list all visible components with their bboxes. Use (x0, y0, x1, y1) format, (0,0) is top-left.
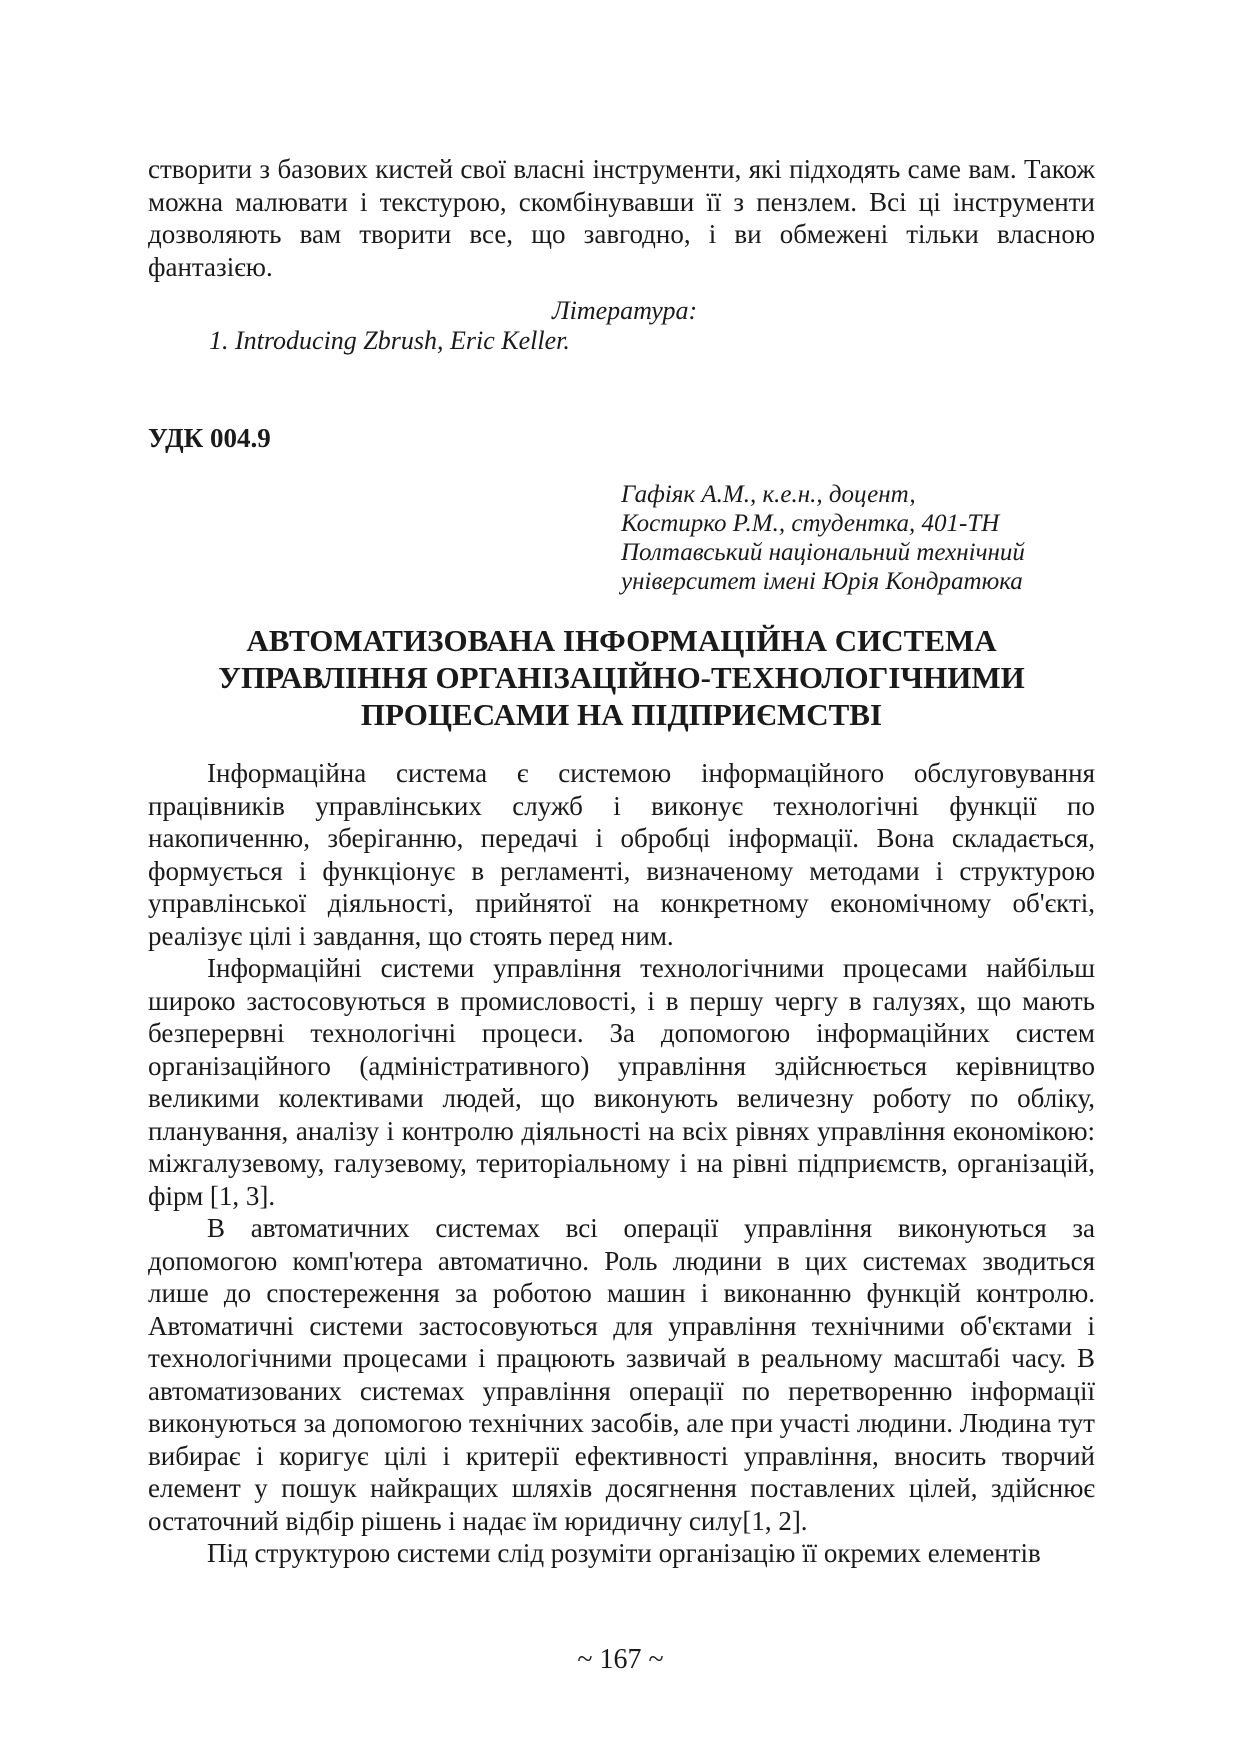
intro-paragraph-block (148, 153, 1095, 283)
body-paragraph: Інформаційні системи управління технологічними процесами найбільш широко застосовуються в промисловості, і в першу чергу в галузях, що мають безперервні технологічні процеси. За допомогою інформаційних систем організаційного (адміністративного) управління здійснюється керівництво великими колективами людей, що виконують величезну роботу по обліку, планування, аналізу і контролю діяльності на всіх рівнях управління економікою: міжгалузевому, галузевому, територіальному і на рівні підприємств, організацій, фірм [1, 3]. (148, 953, 1095, 1211)
article-title (148, 622, 1095, 733)
affiliation-line: Полтавський національний технічний (621, 539, 1025, 566)
intro-paragraph: створити з базових кистей свої власні інструменти, які підходять саме вам. Також можна малювати і текстурою, скомбінувавши її з пензлем. Всі ці інструменти дозволяють вам творити все, що завгодно, і ви обмежені тільки власною фантазією. (148, 154, 1095, 282)
title-line: АВТОМАТИЗОВАНА ІНФОРМАЦІЙНА СИСТЕМА (246, 623, 997, 658)
author-block (621, 480, 1101, 596)
body-paragraph: В автоматичних системах всі операції управління виконуються за допомогою комп'ютера автоматично. Роль людини в цих системах зводиться лише до спостереження за роботою машин і виконанню функцій контролю. Автоматичні системи застосовуються для управління технічними об'єктами і технологічними процесами і працюють зазвичай в реальному масштабі часу. В автоматизованих системах управління операції по перетворенню інформації виконуються за допомогою технічних засобів, але при участі людини. Людина тут вибирає і коригує цілі і критерії ефективності управління, вносить творчий елемент у пошук найкращих шляхів досягнення поставлених цілей, здійснює остаточний відбір рішень і надає їм юридичну силу[1, 2]. (148, 1213, 1095, 1536)
title-line: ПРОЦЕСАМИ НА ПІДПРИЄМСТВІ (360, 697, 883, 732)
affiliation-line: університет імені Юрія Кондратюка (621, 568, 1023, 595)
body-paragraph: Під структурою системи слід розуміти організацію її окремих елементів (207, 1538, 1041, 1568)
body-paragraph: Інформаційна система є системою інформаційного обслуговування працівників управлінських служб і виконує технологічні функції по накопиченню, зберіганню, передачі і обробці інформації. Вона складається, формується і функціонує в регламенті, визначеному методами і структурою управлінської діяльності, прийнятої на конкретному економічному об'єкті, реалізує цілі і завдання, що стоять перед ним. (148, 758, 1095, 951)
udk-code: УДК 004.9 (148, 423, 271, 453)
article-body (148, 757, 1095, 1570)
literature-item: 1. Introducing Zbrush, Eric Keller. (209, 326, 570, 355)
literature-heading: Література: (552, 296, 698, 325)
title-line: УПРАВЛІННЯ ОРГАНІЗАЦІЙНО-ТЕХНОЛОГІЧНИМИ (218, 660, 1025, 695)
page-number: ~ 167 ~ (577, 1644, 664, 1675)
author-line: Гафіяк А.М., к.е.н., доцент, (621, 481, 916, 508)
author-line: Костирко Р.М., студентка, 401-ТН (621, 510, 1000, 537)
